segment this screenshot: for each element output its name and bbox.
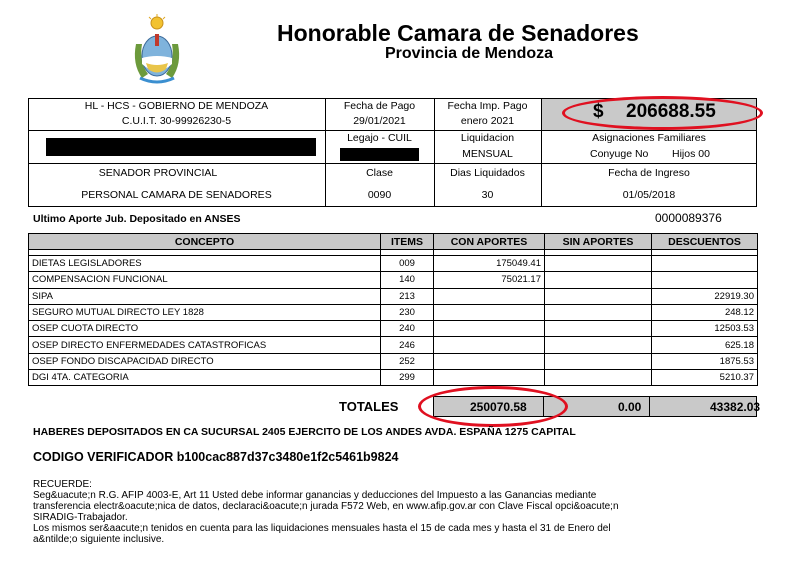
employer-name: HL - HCS - GOBIERNO DE MENDOZA <box>84 100 269 112</box>
liquidacion-value: MENSUAL <box>462 148 513 160</box>
cell-sin <box>545 370 652 386</box>
cell-concepto: COMPENSACION FUNCIONAL <box>29 272 381 288</box>
dias-value: 30 <box>481 189 494 201</box>
cell-items: 140 <box>381 272 434 288</box>
cell-sin <box>545 353 652 369</box>
verification-code: CODIGO VERIFICADOR b100cac887d37c3480e1f2c5461b9824 <box>33 450 399 464</box>
redacted-cuil <box>340 148 419 161</box>
cell-items: 252 <box>381 353 434 369</box>
header-sin-aportes: SIN APORTES <box>545 234 652 250</box>
table-row <box>29 370 758 386</box>
deposit-info: HABERES DEPOSITADOS EN CA SUCURSAL 2405 EJERCITO DE LOS ANDES AVDA. ESPAÑA 1275 CAPITAL <box>33 426 576 438</box>
reminder-line: transferencia electr&oacute;nica de datos, declaraci&oacute;n jurada F572 Web, en www.afip.gov.ar con Clave Fiscal opci&oacute;n <box>33 501 619 512</box>
cell-con <box>434 353 545 369</box>
cell-concepto: OSEP DIRECTO ENFERMEDADES CATASTROFICAS <box>29 337 381 353</box>
reminder-line: Seg&uacute;n R.G. AFIP 4003-E, Art 11 Usted debe informar ganancias y deducciones del Impuesto a las Ganancias mediante <box>33 490 597 501</box>
reminder-line: a&ntilde;o siguiente inclusive. <box>33 534 165 545</box>
totals-desc: 43382.03 <box>710 400 761 414</box>
cell-con <box>434 337 545 353</box>
conyuge-label: Conyuge No <box>590 148 649 160</box>
header-concepto: CONCEPTO <box>29 234 381 250</box>
cell-desc: 12503.53 <box>652 321 758 337</box>
cell-concepto: OSEP FONDO DISCAPACIDAD DIRECTO <box>29 353 381 369</box>
cell-items: 246 <box>381 337 434 353</box>
dias-label: Dias Liquidados <box>450 167 525 179</box>
cell-concepto: SEGURO MUTUAL DIRECTO LEY 1828 <box>29 304 381 320</box>
table-header-row <box>29 234 758 250</box>
net-amount: 206688.55 <box>626 101 716 122</box>
table-row <box>29 288 758 304</box>
cell-concepto: OSEP CUOTA DIRECTO <box>29 321 381 337</box>
cell-items: 009 <box>381 256 434 272</box>
header-con-aportes: CON APORTES <box>434 234 545 250</box>
clase-value: 0090 <box>367 189 392 201</box>
cell-con <box>434 304 545 320</box>
cell-concepto: SIPA <box>29 288 381 304</box>
cell-sin <box>545 321 652 337</box>
table-row <box>29 272 758 288</box>
cargo: SENADOR PROVINCIAL <box>98 167 218 179</box>
header-descuentos: DESCUENTOS <box>652 234 758 250</box>
cell-items: 240 <box>381 321 434 337</box>
cell-desc: 248.12 <box>652 304 758 320</box>
highlight-net-amount <box>562 96 763 130</box>
table-row <box>29 321 758 337</box>
coat-of-arms-icon <box>128 14 186 86</box>
fecha-imp-label: Fecha Imp. Pago <box>447 100 528 112</box>
reminder-line: SIRADIG-Trabajador. <box>33 512 128 523</box>
reminder-label: RECUERDE: <box>33 479 92 490</box>
cell-concepto: DGI 4TA. CATEGORIA <box>29 370 381 386</box>
table-row <box>29 353 758 369</box>
table-row <box>29 337 758 353</box>
fecha-pago-label: Fecha de Pago <box>343 100 416 112</box>
cell-con: 75021.17 <box>434 272 545 288</box>
page-subtitle: Provincia de Mendoza <box>385 45 554 62</box>
table-row <box>29 304 758 320</box>
cell-con <box>434 370 545 386</box>
dependencia: PERSONAL CAMARA DE SENADORES <box>81 189 272 201</box>
cell-desc <box>652 256 758 272</box>
cell-items: 213 <box>381 288 434 304</box>
cell-con: 175049.41 <box>434 256 545 272</box>
page-title: Honorable Camara de Senadores <box>277 20 639 46</box>
hijos-label: Hijos 00 <box>672 148 710 160</box>
cell-items: 299 <box>381 370 434 386</box>
ingreso-value: 01/05/2018 <box>622 189 676 201</box>
cell-sin <box>545 304 652 320</box>
totals-sin: 0.00 <box>618 400 642 414</box>
highlight-totals <box>418 386 568 427</box>
cell-concepto: DIETAS LEGISLADORES <box>29 256 381 272</box>
employer-cuit: C.U.I.T. 30-99926230-5 <box>121 115 232 127</box>
currency-symbol: $ <box>593 101 604 122</box>
cell-desc: 1875.53 <box>652 353 758 369</box>
aporte-value: 0000089376 <box>655 211 722 225</box>
cell-desc: 625.18 <box>652 337 758 353</box>
reminder-line: Los mismos ser&aacute;n tenidos en cuenta para las liquidaciones mensuales hasta el 15 de cada mes y hasta el 31 de Enero del <box>33 523 611 534</box>
clase-label: Clase <box>366 167 393 179</box>
cell-desc: 5210.37 <box>652 370 758 386</box>
cell-con <box>434 288 545 304</box>
totals-label: TOTALES <box>339 399 399 414</box>
totals-con: 250070.58 <box>470 400 527 414</box>
asignaciones-label: Asignaciones Familiares <box>592 132 706 144</box>
header-items: ITEMS <box>381 234 434 250</box>
legajo-label: Legajo - CUIL <box>347 132 412 144</box>
cell-sin <box>545 256 652 272</box>
cell-sin <box>545 272 652 288</box>
liquidacion-label: Liquidacion <box>460 132 515 144</box>
cell-sin <box>545 288 652 304</box>
aporte-label: Ultimo Aporte Jub. Depositado en ANSES <box>33 213 241 225</box>
cell-items: 230 <box>381 304 434 320</box>
cell-desc: 22919.30 <box>652 288 758 304</box>
reminder-note <box>33 479 733 545</box>
cell-con <box>434 321 545 337</box>
concepts-table <box>28 233 758 386</box>
table-row <box>29 256 758 272</box>
fecha-imp-value: enero 2021 <box>460 115 515 127</box>
fecha-pago-value: 29/01/2021 <box>353 115 406 127</box>
ingreso-label: Fecha de Ingreso <box>608 167 690 179</box>
cell-sin <box>545 337 652 353</box>
redacted-name <box>46 138 316 156</box>
cell-desc <box>652 272 758 288</box>
